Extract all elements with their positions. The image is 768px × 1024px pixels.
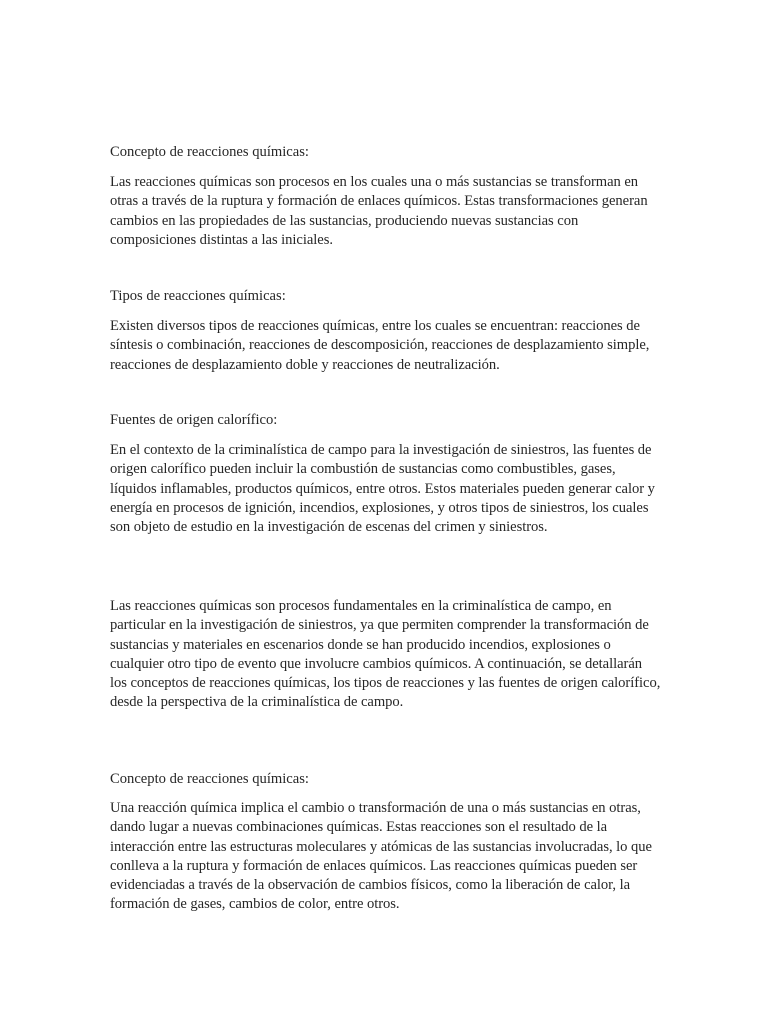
intro-paragraph: Las reacciones químicas son procesos fundamentales en la criminalística de campo, en particular en la investigación de siniestros, ya que permiten comprender la transformación de sustancias y materiales en escenarios donde se han producido incendios, explosiones o cualquier otro tipo de evento que involucre cambios químicos. A continuación, se detallarán los conceptos de reacciones químicas, los tipos de reacciones y las fuentes de origen calorífico, desde la perspectiva de la criminalística de campo. bbox=[110, 598, 661, 711]
section-heading: Fuentes de origen calorífico: bbox=[110, 412, 278, 428]
section-paragraph: Las reacciones químicas son procesos en los cuales una o más sustancias se transforman en otras a través de la ruptura y formación de enlaces químicos. Estas transformaciones generan cambios en las propiedades de las sustancias, produciendo nuevas sustancias con composiciones distintas a las iniciales. bbox=[110, 174, 648, 248]
section-heading: Concepto de reacciones químicas: bbox=[110, 144, 309, 160]
section-heading: Tipos de reacciones químicas: bbox=[110, 288, 286, 304]
section-heading: Concepto de reacciones químicas: bbox=[110, 771, 309, 787]
section-paragraph: Existen diversos tipos de reacciones químicas, entre los cuales se encuentran: reacciones de síntesis o combinación, reacciones de descomposición, reacciones de desplazamiento simple, reacciones de desplazamiento doble y reacciones de neutralización. bbox=[110, 318, 650, 373]
section-paragraph: En el contexto de la criminalística de campo para la investigación de siniestros, las fuentes de origen calorífico pueden incluir la combustión de sustancias como combustibles, gases, líquidos inflamables, productos químicos, entre otros. Estos materiales pueden generar calor y energía en procesos de ignición, incendios, explosiones, y otros tipos de siniestros, los cuales son objeto de estudio en la investigación de escenas del crimen y siniestros. bbox=[110, 442, 655, 536]
section-paragraph: Una reacción química implica el cambio o transformación de una o más sustancias en otras, dando lugar a nuevas combinaciones químicas. Estas reacciones son el resultado de la interacción entre las estructuras moleculares y atómicas de las sustancias involucradas, lo que conlleva a la ruptura y formación de enlaces químicos. Las reacciones químicas pueden ser evidenciadas a través de la observación de cambios físicos, como la liberación de calor, la formación de gases, cambios de color, entre otros. bbox=[110, 800, 652, 913]
